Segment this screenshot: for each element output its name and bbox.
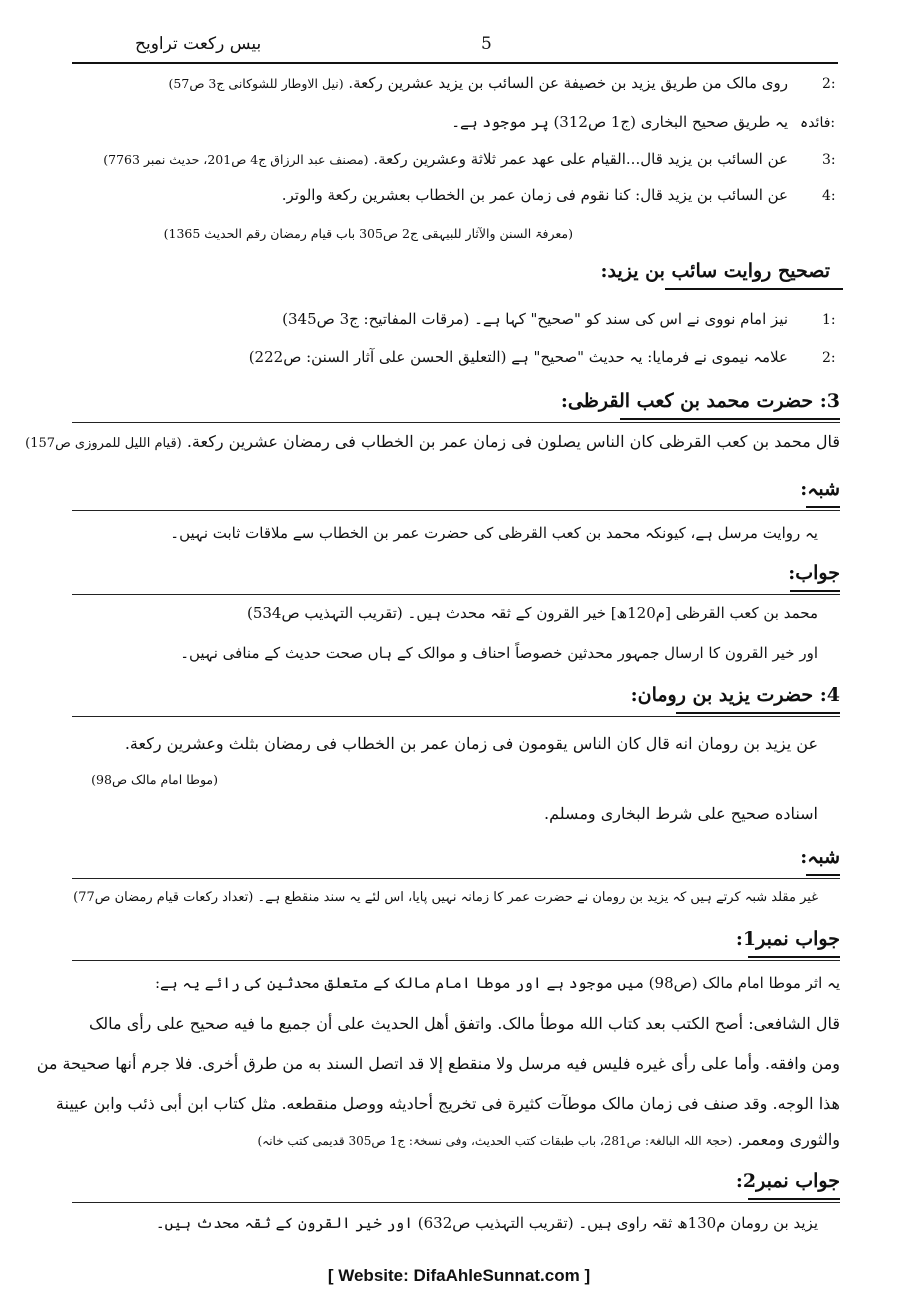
arabic-line-1: قال الشافعی: أصح الکتب بعد کتاب الله موطأ مالک. واتفق أهل الحدیث علی أن جمیع ما فیه صحیح علی رأی مالک	[88, 1014, 840, 1033]
shubha-heading: شبہ:	[800, 478, 840, 500]
running-title: بیس رکعت تراویح	[135, 34, 262, 54]
section-rule	[72, 716, 840, 717]
narration-2-ref: (نیل الاوطار للشوکانی ج3 ص57)	[168, 76, 344, 91]
jawab-line-2: اور خیر القرون کا ارسال جمہور محدثین خصوصاً احناف و موالک کے ہاں صحت حدیث کے منافی نہیں۔	[180, 644, 818, 662]
item-number: 1:	[822, 312, 836, 328]
narration-3: عن السائب بن یزید قال...القیام علی عهد عمر ثلاثة وعشرین رکعة. (مصنف عبد الرزاق ج4 ص201، حدیث نمبر 7763)	[103, 150, 788, 168]
jawab-line-1: محمد بن کعب القرظی [م120ھ] خیر القرون کے ثقہ محدث ہیں۔ (تقریب التہذیب ص534)	[246, 604, 818, 622]
header-rule	[72, 62, 838, 64]
jawab-2-heading: جواب نمبر2:	[735, 1170, 840, 1192]
jawab-2-text: یزید بن رومان م130ھ ثقہ راوی ہیں۔ (تقریب التہذیب ص632) اور خیر القرون کے ثقہ محدث ہیں۔	[155, 1214, 818, 1232]
heading-tashih: تصحیح روایت سائب بن یزید:	[600, 260, 830, 282]
page-number: 5	[481, 34, 492, 54]
heading-underline	[665, 288, 843, 290]
shubha-text: غیر مقلد شبہ کرتے ہیں کہ یزید بن رومان نے حضرت عمر کا زمانہ نہیں پایا، اس لئے یہ سند منقطع ہے۔ (تعداد رکعات قیام رمضان ص77)	[73, 890, 818, 905]
item-number: 4:	[822, 188, 836, 204]
isnad-statement: اسناده صحیح علی شرط البخاری ومسلم.	[544, 804, 818, 823]
narration-2: روی مالک من طریق یزید بن خصیفة عن السائب بن یزید عشرین رکعة. (نیل الاوطار للشوکانی ج3 ص57)	[168, 74, 788, 92]
heading-underline	[790, 590, 840, 592]
tashih-line-1: نیز امام نووی نے اس کی سند کو "صحیح" کہا ہے۔ (مرقات المفاتیح: ج3 ص345)	[282, 310, 788, 328]
jawab-1-heading: جواب نمبر1:	[735, 928, 840, 950]
section-4-text: عن یزید بن رومان انه قال کان الناس یقومون فی زمان عمر بن الخطاب فی رمضان بثلث وعشرین رکعة.	[124, 734, 818, 753]
section-rule	[72, 594, 840, 595]
narration-4-ref: (معرفۃ السنن والآثار للبیہقی ج2 ص305 باب قیام رمضان رقم الحدیث 1365)	[163, 226, 573, 241]
faida-text: یہ طریق صحیح البخاری (ج1 ص312) پر موجود ہے۔	[451, 113, 788, 131]
heading-underline	[676, 712, 840, 714]
faida-label: فائدہ:	[800, 115, 836, 131]
section-rule	[72, 1202, 840, 1203]
heading-muhammad-bin-kab: 3: حضرت محمد بن کعب القرظی:	[560, 390, 840, 412]
heading-underline	[748, 956, 840, 958]
section-rule	[72, 422, 840, 423]
item-number: 2:	[822, 76, 836, 92]
section-3-text: قال محمد بن کعب القرظی کان الناس یصلون فی زمان عمر بن الخطاب فی رمضان عشرین رکعة. (قیام اللیل للمروزی ص157)	[25, 432, 840, 451]
jawab-1-intro: یہ اثر موطا امام مالک (ص98) میں موجود ہے اور موطا امام مالک کے متعلق محدثین کی رائے یہ ہے:	[154, 974, 840, 992]
arabic-line-4: والثوری ومعمر. (حجۃ اللہ البالغۃ: ص281، باب طبقات کتب الحدیث، وفی نسخۃ: ج1 ص305 قدیمی کتب خانہ)	[257, 1130, 840, 1149]
website-footer: [ Website: DifaAhleSunnat.com ]	[327, 1266, 591, 1285]
heading-underline	[806, 874, 840, 876]
narration-3-ref: (مصنف عبد الرزاق ج4 ص201، حدیث نمبر 7763)	[103, 152, 369, 167]
section-rule	[72, 960, 840, 961]
item-number: 2:	[822, 350, 836, 366]
tashih-line-2: علامہ نیموی نے فرمایا: یہ حدیث "صحیح" ہے (التعلیق الحسن علی آثار السنن: ص222)	[248, 348, 788, 366]
narration-4: عن السائب بن یزید قال: کنا نقوم فی زمان عمر بن الخطاب بعشرین رکعة والوتر.	[281, 186, 788, 204]
jawab-1-ref: (حجۃ اللہ البالغۃ: ص281، باب طبقات کتب الحدیث، وفی نسخۃ: ج1 ص305 قدیمی کتب خانہ)	[257, 1134, 733, 1148]
heading-underline	[748, 1198, 840, 1200]
heading-underline	[620, 418, 840, 420]
item-number: 3:	[822, 152, 836, 168]
heading-yazid-bin-ruman: 4: حضرت یزید بن رومان:	[630, 684, 840, 706]
shubha-heading: شبہ:	[800, 846, 840, 868]
arabic-line-2: ومن وافقه. وأما علی رأی غیره فلیس فیه مرسل ولا منقطع إلا قد اتصل السند به من طرق أخری. فلا جرم أنها صحیحة من	[36, 1054, 840, 1073]
arabic-line-3: هذا الوجه. وقد صنف فی زمان مالک موطآت کثیرة فی تخریج أحادیثه ووصل منقطعه. مثل کتاب ابن أبی ذئب وابن عیینة	[55, 1094, 840, 1113]
section-3-ref: (قیام اللیل للمروزی ص157)	[25, 436, 182, 451]
jawab-heading: جواب:	[788, 562, 840, 584]
section-rule	[72, 510, 840, 511]
heading-underline	[806, 506, 840, 508]
shubha-text: یہ روایت مرسل ہے، کیونکہ محمد بن کعب القرظی کی حضرت عمر بن الخطاب سے ملاقات ثابت نہیں۔	[170, 524, 818, 542]
section-4-ref: (موطا امام مالک ص98)	[91, 772, 218, 787]
section-rule	[72, 878, 840, 879]
